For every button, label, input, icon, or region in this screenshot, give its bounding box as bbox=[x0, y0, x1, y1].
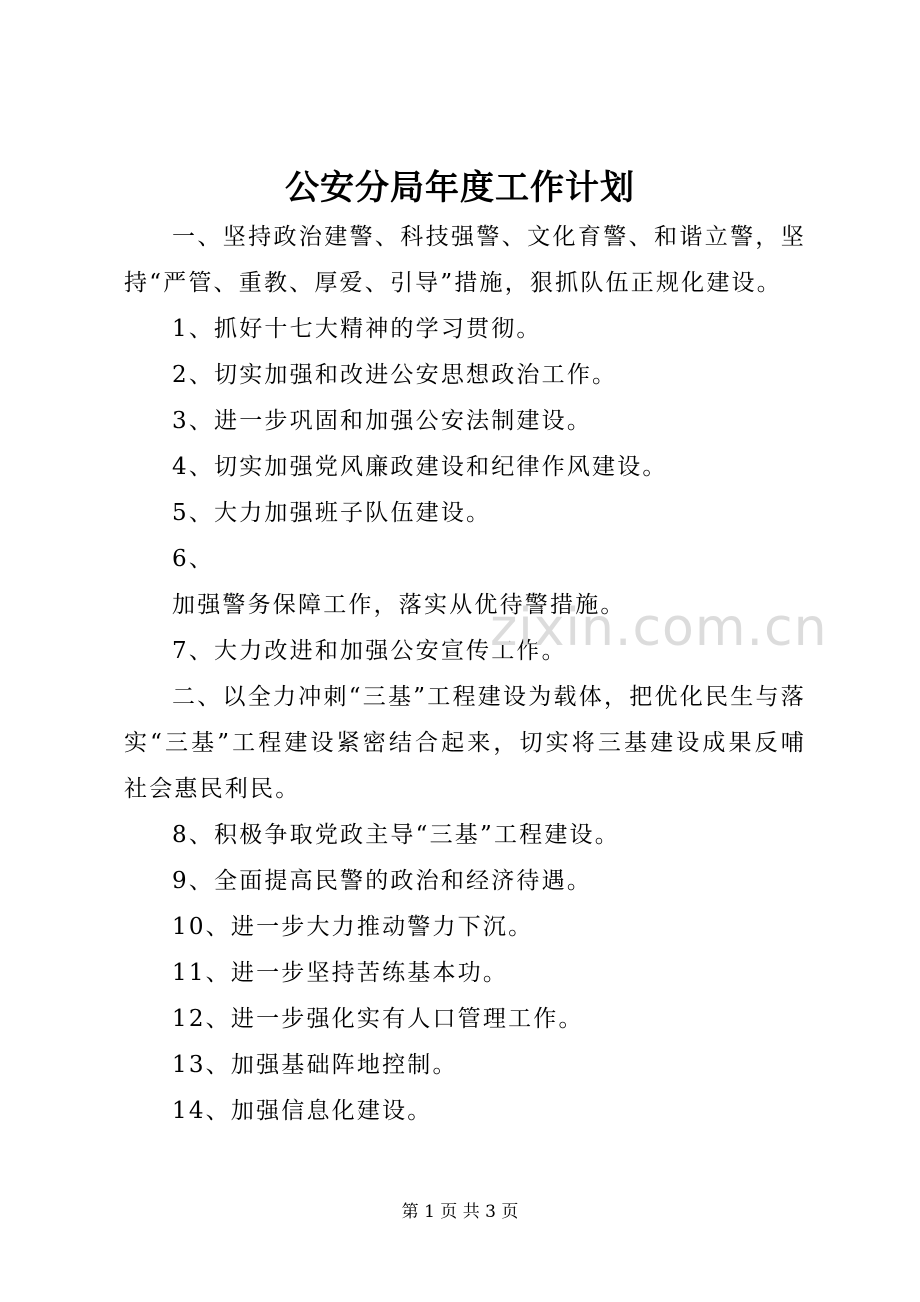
paragraph: 5、大力加强班子队伍建设。 bbox=[172, 500, 492, 526]
watermark: zixin.com.cn bbox=[490, 598, 828, 658]
paragraph: 2、切实加强和改进公安思想政治工作。 bbox=[172, 362, 618, 388]
paragraph: 二、以全力冲刺“三基”工程建设为载体，把优化民生与落实“三基”工程建设紧密结合起来，切实将三基建设成果反哺社会惠民利民。 bbox=[124, 684, 806, 802]
paragraph: 13、加强基础阵地控制。 bbox=[172, 1052, 458, 1078]
paragraph: 11、进一步坚持苦练基本功。 bbox=[172, 960, 509, 986]
paragraph: 12、进一步强化实有人口管理工作。 bbox=[172, 1006, 584, 1032]
paragraph: 3、进一步巩固和加强公安法制建设。 bbox=[172, 408, 593, 434]
paragraph: 7、大力改进和加强公安宣传工作。 bbox=[172, 638, 567, 664]
paragraph: 10、进一步大力推动警力下沉。 bbox=[172, 914, 534, 940]
page-footer: 第 1 页 共 3 页 bbox=[401, 1202, 519, 1222]
paragraph: 加强警务保障工作，落实从优待警措施。 bbox=[172, 592, 626, 618]
paragraph: 6、 bbox=[172, 546, 215, 572]
paragraph: 4、切实加强党风廉政建设和纪律作风建设。 bbox=[172, 454, 668, 480]
paragraph: 9、全面提高民警的政治和经济待遇。 bbox=[172, 868, 593, 894]
paragraph: 8、积极争取党政主导“三基”工程建设。 bbox=[172, 822, 620, 848]
paragraph: 一、坚持政治建警、科技强警、文化育警、和谐立警，坚持“严管、重教、厚爱、引导”措施，狠抓队伍正规化建设。 bbox=[124, 224, 806, 296]
page-title: 公安分局年度工作计划 bbox=[285, 168, 635, 208]
paragraph: 14、加强信息化建设。 bbox=[172, 1098, 433, 1124]
document-body bbox=[124, 214, 806, 1134]
paragraph: 1、抓好十七大精神的学习贯彻。 bbox=[172, 316, 542, 342]
